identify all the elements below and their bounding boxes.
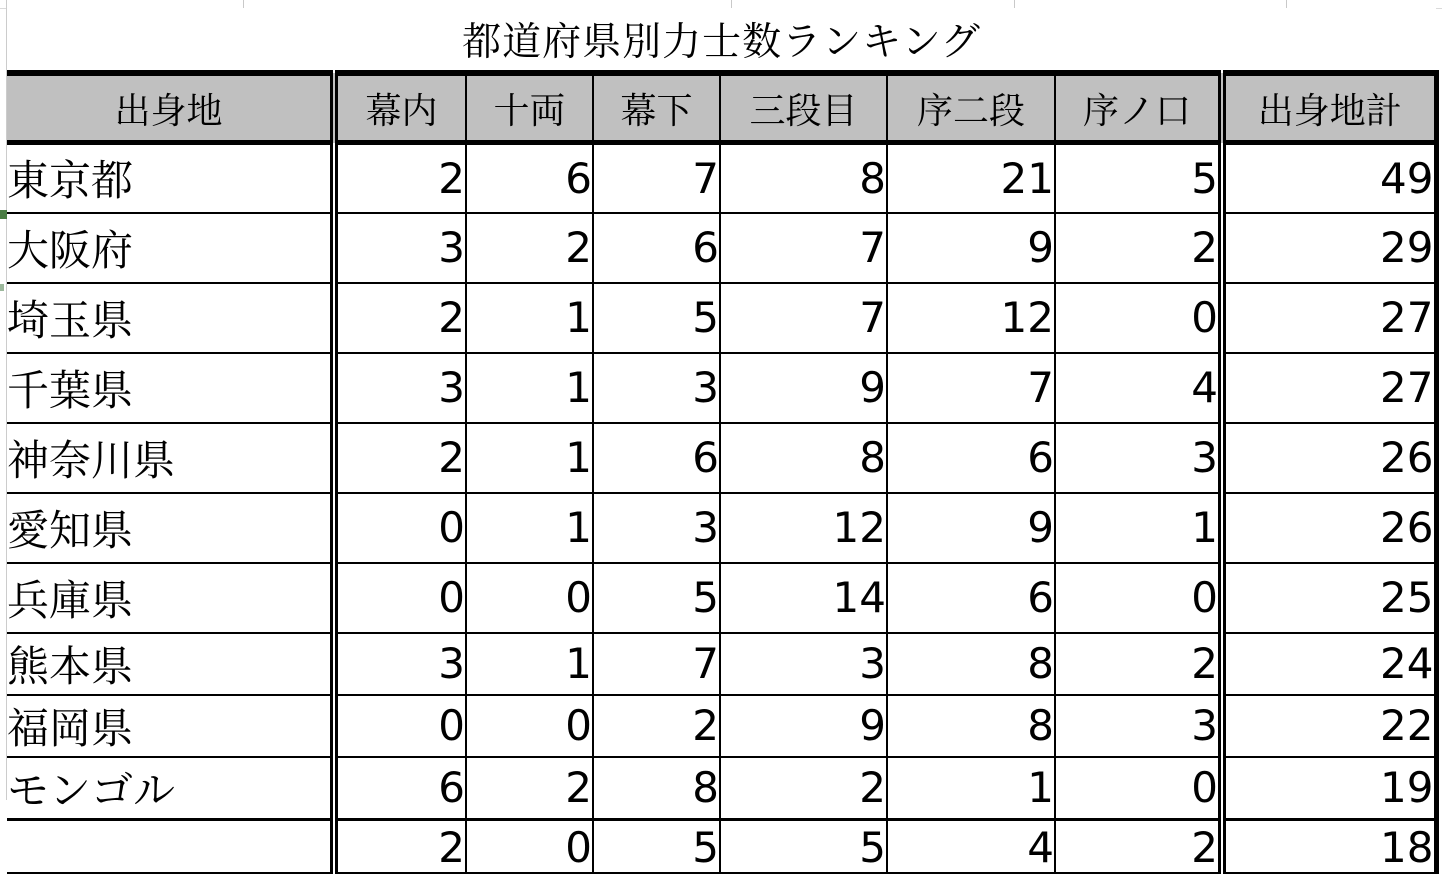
cell-value[interactable]: 0	[334, 493, 466, 563]
cell-total[interactable]: 49	[1222, 143, 1436, 213]
cell-value[interactable]: 3	[1055, 695, 1222, 757]
cell-value[interactable]: 7	[593, 143, 720, 213]
green-marker	[0, 210, 7, 219]
cell-prefecture-name[interactable]: 福岡県	[7, 695, 334, 757]
table-row	[7, 143, 1436, 213]
column-header[interactable]: 序二段	[887, 73, 1055, 143]
cell-value[interactable]: 2	[466, 213, 593, 283]
table-row	[7, 819, 1436, 873]
cell-total[interactable]: 27	[1222, 353, 1436, 423]
gridline-tick	[243, 0, 244, 8]
cell-value[interactable]: 5	[720, 819, 887, 873]
cell-prefecture-name[interactable]: モンゴル	[7, 757, 334, 820]
cell-value[interactable]: 5	[593, 283, 720, 353]
cell-value[interactable]: 14	[720, 563, 887, 633]
cell-value[interactable]: 1	[1055, 493, 1222, 563]
cell-value[interactable]: 0	[466, 695, 593, 757]
cell-value[interactable]: 3	[334, 353, 466, 423]
cell-prefecture-name[interactable]: 兵庫県	[7, 563, 334, 633]
cell-value[interactable]: 1	[466, 633, 593, 695]
table-row	[7, 353, 1436, 423]
cell-value[interactable]: 2	[1055, 633, 1222, 695]
table-row	[7, 563, 1436, 633]
column-header[interactable]: 三段目	[720, 73, 887, 143]
cell-value[interactable]: 2	[334, 819, 466, 873]
cell-value[interactable]: 0	[466, 563, 593, 633]
column-header[interactable]: 序ノ口	[1055, 73, 1222, 143]
rikishi-ranking-table	[7, 70, 1439, 874]
cell-value[interactable]: 6	[593, 423, 720, 493]
header-row	[7, 73, 1436, 143]
cell-value[interactable]: 2	[334, 143, 466, 213]
table-row	[7, 213, 1436, 283]
table-row	[7, 695, 1436, 757]
cell-value[interactable]: 3	[593, 353, 720, 423]
cell-value[interactable]: 1	[466, 493, 593, 563]
cell-prefecture-name[interactable]: 東京都	[7, 143, 334, 213]
cell-value[interactable]: 21	[887, 143, 1055, 213]
cell-value[interactable]: 6	[593, 213, 720, 283]
table-body	[7, 143, 1436, 873]
table-row	[7, 423, 1436, 493]
cell-value[interactable]: 2	[720, 757, 887, 820]
cell-value[interactable]: 5	[593, 563, 720, 633]
cell-value[interactable]: 3	[593, 493, 720, 563]
cell-prefecture-name[interactable]: 大阪府	[7, 213, 334, 283]
cell-value[interactable]: 2	[593, 695, 720, 757]
cell-value[interactable]: 7	[887, 353, 1055, 423]
cell-prefecture-name[interactable]: 埼玉県	[7, 283, 334, 353]
cell-value[interactable]: 8	[887, 633, 1055, 695]
cell-value[interactable]: 0	[334, 695, 466, 757]
cell-value[interactable]: 12	[887, 283, 1055, 353]
cell-value[interactable]: 3	[1055, 423, 1222, 493]
cell-prefecture-name[interactable]: 千葉県	[7, 353, 334, 423]
column-header[interactable]: 出身地	[7, 73, 334, 143]
cell-value[interactable]: 9	[720, 695, 887, 757]
table-row	[7, 757, 1436, 820]
cell-value[interactable]: 3	[720, 633, 887, 695]
cell-value[interactable]: 8	[720, 423, 887, 493]
table-row	[7, 633, 1436, 695]
cell-value[interactable]: 12	[720, 493, 887, 563]
table-title[interactable]: 都道府県別力士数ランキング	[7, 8, 1436, 70]
gridline-tick	[1014, 0, 1015, 8]
cell-value[interactable]: 8	[720, 143, 887, 213]
column-header[interactable]: 幕内	[334, 73, 466, 143]
cell-total[interactable]: 22	[1222, 695, 1436, 757]
cell-value[interactable]: 0	[466, 819, 593, 873]
cell-total[interactable]: 27	[1222, 283, 1436, 353]
cell-value[interactable]: 4	[1055, 353, 1222, 423]
cell-total[interactable]: 26	[1222, 493, 1436, 563]
table-row	[7, 493, 1436, 563]
cell-value[interactable]: 6	[887, 423, 1055, 493]
cell-value[interactable]: 0	[334, 563, 466, 633]
cell-value[interactable]: 6	[887, 563, 1055, 633]
cell-value[interactable]: 5	[1055, 143, 1222, 213]
cell-value[interactable]: 6	[334, 757, 466, 820]
cell-value[interactable]: 3	[334, 213, 466, 283]
cell-value[interactable]: 3	[334, 633, 466, 695]
cell-total[interactable]: 19	[1222, 757, 1436, 820]
gridline-tick	[731, 0, 732, 8]
cell-total[interactable]: 25	[1222, 563, 1436, 633]
column-header[interactable]: 十両	[466, 73, 593, 143]
cell-value[interactable]: 1	[466, 423, 593, 493]
cell-value[interactable]: 4	[887, 819, 1055, 873]
gridline-tick	[1286, 0, 1287, 8]
table-row	[7, 283, 1436, 353]
cell-value[interactable]: 7	[720, 283, 887, 353]
cell-value[interactable]: 9	[720, 353, 887, 423]
cell-total[interactable]: 18	[1222, 819, 1436, 873]
cell-value[interactable]: 9	[887, 493, 1055, 563]
cell-prefecture-name[interactable]: 愛知県	[7, 493, 334, 563]
cell-total[interactable]: 29	[1222, 213, 1436, 283]
cell-value[interactable]: 1	[466, 283, 593, 353]
cell-value[interactable]: 8	[887, 695, 1055, 757]
cell-value[interactable]: 7	[720, 213, 887, 283]
cell-value[interactable]: 5	[593, 819, 720, 873]
table-header	[7, 73, 1436, 143]
column-header[interactable]: 出身地計	[1222, 73, 1436, 143]
cell-total[interactable]: 24	[1222, 633, 1436, 695]
cell-value[interactable]: 2	[466, 757, 593, 820]
cell-value[interactable]: 2	[334, 283, 466, 353]
cell-total[interactable]: 26	[1222, 423, 1436, 493]
cell-value[interactable]: 9	[887, 213, 1055, 283]
cell-prefecture-name[interactable]	[7, 819, 334, 873]
cell-prefecture-name[interactable]: 神奈川県	[7, 423, 334, 493]
cell-value[interactable]: 2	[334, 423, 466, 493]
cell-value[interactable]: 1	[887, 757, 1055, 820]
green-marker-light	[0, 284, 4, 291]
cell-value[interactable]: 0	[1055, 563, 1222, 633]
cell-value[interactable]: 0	[1055, 757, 1222, 820]
cell-value[interactable]: 6	[466, 143, 593, 213]
cell-prefecture-name[interactable]: 熊本県	[7, 633, 334, 695]
cell-value[interactable]: 0	[1055, 283, 1222, 353]
cell-value[interactable]: 2	[1055, 819, 1222, 873]
cell-value[interactable]: 2	[1055, 213, 1222, 283]
cell-value[interactable]: 8	[593, 757, 720, 820]
cell-value[interactable]: 1	[466, 353, 593, 423]
cell-value[interactable]: 7	[593, 633, 720, 695]
column-header[interactable]: 幕下	[593, 73, 720, 143]
